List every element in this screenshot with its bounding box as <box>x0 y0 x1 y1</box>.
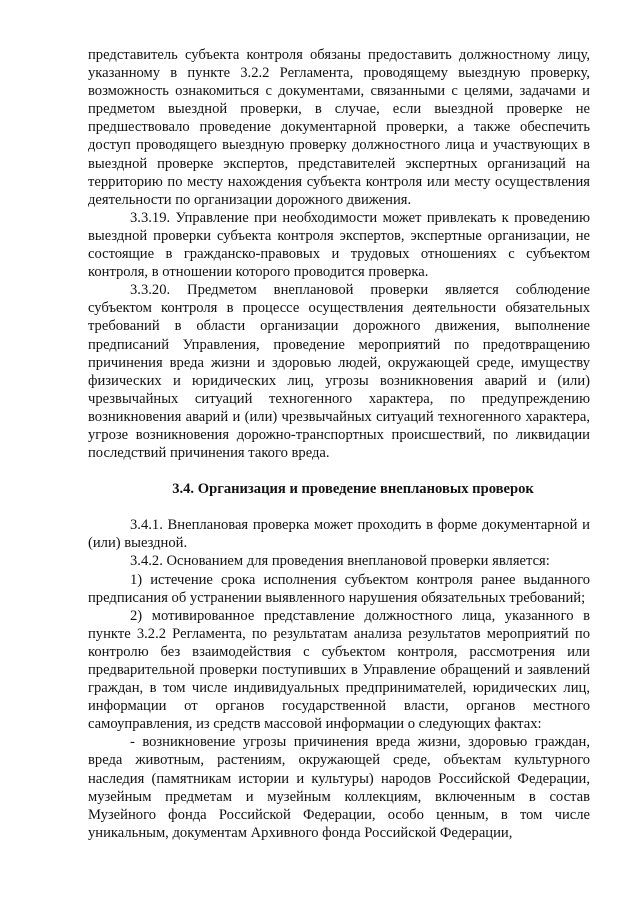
list-subitem: - возникновение угрозы причинения вреда жизни, здоровью граждан, вреда животным, растениям, окружающей среде, объектам культурного наследия (памятникам истории и культуры) народов Российской Федерации, музейным предметам и музейным коллекциям, включенным в состав Музейного фонда Российской Федерации, особо ценным, в том числе уникальным, документам Архивного фонда Российской Федерации, <box>88 734 590 841</box>
list-item-1: 1) истечение срока исполнения субъектом контроля ранее выданного предписания об устранении выявленного нарушения обязательных требований; <box>88 571 590 606</box>
paragraph-3-4-2: 3.4.2. Основанием для проведения внеплановой проверки является: <box>130 553 550 570</box>
document-page <box>88 46 590 842</box>
paragraph-3-3-20: 3.3.20. Предметом внеплановой проверки является соблюдение субъектом контроля в процессе осуществления деятельности обязательных требований в области организации дорожного движения, выполнение предписаний Управления, проведение мероприятий по предотвращению причинения вреда жизни и здоровью людей, окружающей среде, имуществу физических и юридических лиц, угрозы возникновения аварий и (или) чрезвычайных ситуаций техногенного характера, по предупреждению возникновения аварий и (или) чрезвычайных ситуаций техногенного характера, угрозе возникновения дорожно-транспортных происшествий, по ликвидации последствий причинения такого вреда. <box>88 282 590 462</box>
paragraph-3-4-1: 3.4.1. Внеплановая проверка может проходить в форме документарной и (или) выездной. <box>88 517 590 552</box>
section-heading: 3.4. Организация и проведение внеплановых проверок <box>172 481 534 498</box>
paragraph-continuation: представитель субъекта контроля обязаны предоставить должностному лицу, указанному в пункте 3.2.2 Регламента, проводящему выездную проверку, возможность ознакомиться с документами, связанными с целями, задачами и предметом выездной проверки, в случае, если выездной проверке не предшествовало проведение документарной проверки, а также обеспечить доступ проводящего выездную проверку должностного лица и участвующих в выездной проверке экспертов, представителей экспертных организаций на территорию по месту нахождения субъекта контроля или месту осуществления деятельности по организации дорожного движения. <box>88 47 590 208</box>
list-item-2: 2) мотивированное представление должностного лица, указанного в пункте 3.2.2 Регламента, по результатам анализа результатов мероприятий по контролю без взаимодействия с субъектом контроля, рассмотрения или предварительной проверки поступивших в Управление обращений и заявлений граждан, в том числе индивидуальных предпринимателей, юридических лиц, информации от органов государственной власти, органов местного самоуправления, из средств массовой информации о следующих фактах: <box>88 607 590 733</box>
paragraph-3-3-19: 3.3.19. Управление при необходимости может привлекать к проведению выездной проверки субъекта контроля экспертов, экспертные организации, не состоящие в гражданско-правовых и трудовых отношениях с субъектом контроля, в отношении которого проводится проверка. <box>88 209 590 281</box>
